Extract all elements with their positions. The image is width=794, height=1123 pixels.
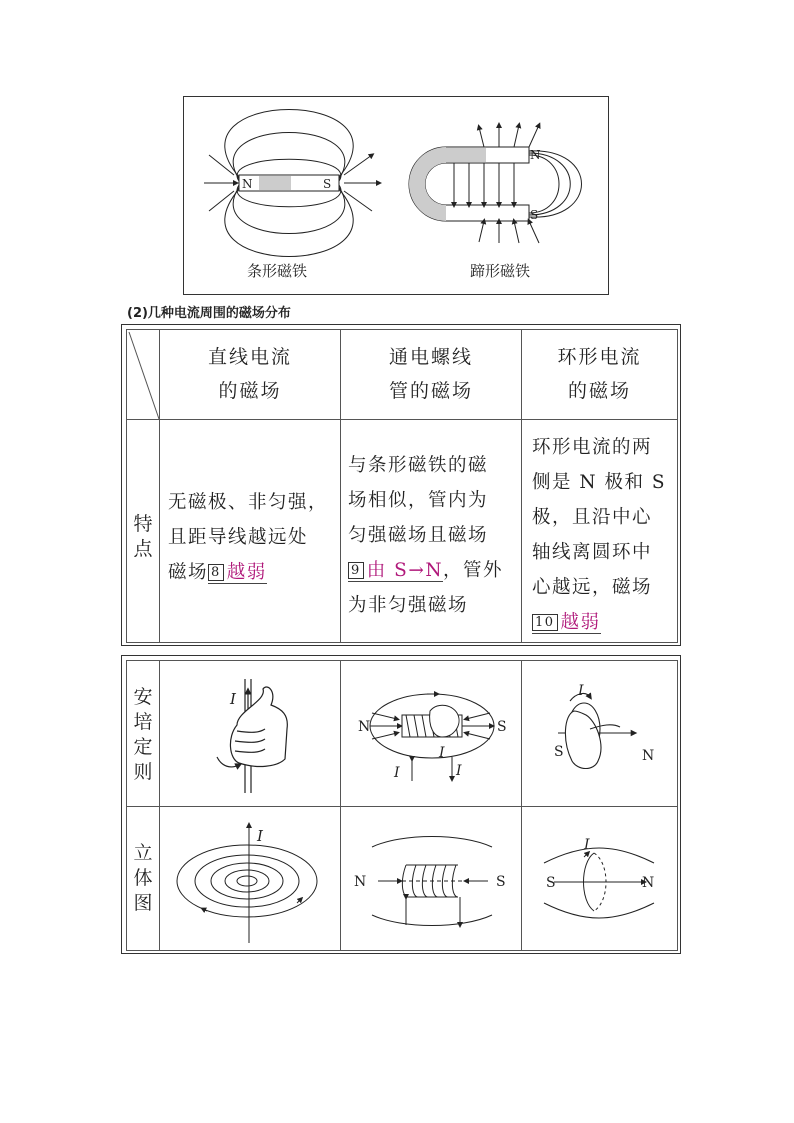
feature-ring-current: 环形电流的两 侧是 N 极和 S 极，且沿中心 轴线离圆环中 心越远，磁场 10 越弱 [532,437,667,633]
current-label-6: I [257,827,263,845]
solenoid-north-2: N [354,874,367,890]
current-label-5: I [578,683,584,699]
features-table-inner [126,329,678,643]
ring-south-2: S [546,875,556,891]
bar-magnet-north: N [242,177,253,191]
current-label-7: I [584,837,590,853]
current-label-1: I [230,690,236,708]
header-ring-current: 环形电流 的磁场 [557,346,642,402]
ring-south-1: S [554,744,564,760]
header-solenoid: 通电螺线 管的磁场 [388,346,473,402]
header-diagonal [127,330,160,420]
current-label-3: I [456,763,462,779]
current-label-2: I [394,765,400,781]
bar-magnet [204,110,379,257]
stereo-straight-wire-diagram [167,813,332,947]
stereo-ring-diagram [524,813,676,947]
answer-9: 由 S→N [366,560,444,581]
blank-number-10: 10 [532,614,558,631]
header-straight-current: 直线电流 的磁场 [207,346,292,402]
bar-magnet-caption: 条形磁铁 [247,262,308,280]
blank-number-8: 8 [208,564,224,581]
ampere-rule-label: 安 培 定 则 [133,686,153,783]
feature-solenoid: 与条形磁铁的磁 场相似，管内为 匀强磁场且磁场 9 由 S→N，管外 为非匀强磁场 [348,455,504,616]
answer-10: 越弱 [560,612,601,633]
ampere-ring-diagram [524,671,676,801]
horseshoe-north: N [530,148,541,162]
magnet-figure [183,96,609,295]
solenoid-south-1: S [497,719,507,735]
answer-8: 越弱 [226,562,267,583]
bar-magnet-south: S [323,177,332,191]
stereo-diagram-label: 立 体 图 [133,842,153,914]
diagrams-table-inner [126,660,678,951]
horseshoe-magnet [409,125,582,243]
diagrams-table [121,655,681,954]
stereo-solenoid-diagram [342,813,520,947]
current-label-4: I [439,745,445,761]
features-row-label: 特 点 [133,513,153,560]
horseshoe-magnet-caption: 蹄形磁铁 [470,262,531,280]
features-table [121,324,681,646]
ring-north-2: N [642,875,655,891]
section-title: (2)几种电流周围的磁场分布 [127,306,291,321]
ampere-solenoid-diagram [342,671,520,801]
feature-straight-current: 无磁极、非匀强， 且距导线越远处 磁场 8 越弱 [168,492,329,583]
ring-north-1: N [642,748,655,764]
solenoid-south-2: S [496,874,506,890]
blank-number-9: 9 [348,562,364,579]
ampere-straight-wire-diagram [167,671,332,801]
horseshoe-south: S [530,208,539,222]
solenoid-north-1: N [358,719,371,735]
